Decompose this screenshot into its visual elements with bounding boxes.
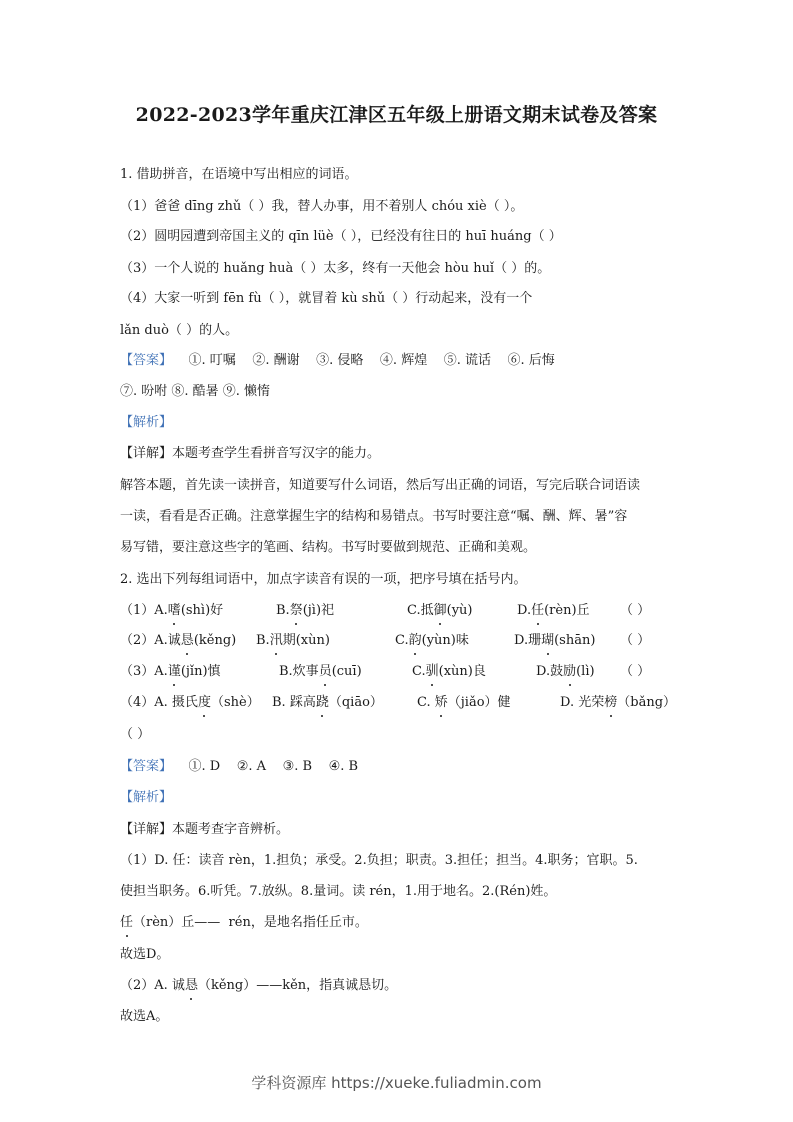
q2-r2-option-a: （2）A.诚恳(kěng)	[120, 633, 237, 648]
q2-r2-blank: （ ）	[620, 633, 651, 648]
q2-r4-option-b: B. 踩高跷（qiāo）	[272, 695, 383, 710]
q2-r2-option-d: D.珊瑚(shān)	[514, 633, 596, 648]
q2-explanation-1: （1）D. 任：读音 rèn，1.担负；承受。2.负担；职责。3.担任；担当。4.职务；官职。5.	[120, 853, 638, 868]
document-title: 2022-2023学年重庆江津区五年级上册语文期末试卷及答案	[135, 104, 658, 126]
q1-answer-line-1	[120, 352, 555, 370]
q1-detail: 【详解】本题考查学生看拼音写汉字的能力。	[120, 446, 381, 461]
q2-conclusion-1: 故选D。	[120, 947, 170, 962]
q1-explanation-1: 解答本题，首先读一读拼音，知道要写什么词语，然后写出正确的词语，写完后联合词语读	[120, 478, 641, 493]
q1-line-5: lǎn duò（ ）的人。	[120, 323, 239, 338]
q1-analysis-label: 【解析】	[120, 415, 173, 430]
q1-answer-values-1: ①. 叮嘱 ②. 酬谢 ③. 侵略 ④. 辉煌 ⑤. 谎话 ⑥. 后悔	[172, 353, 555, 368]
q2-r3-option-a: （3）A.谨(jǐn)慎	[120, 664, 221, 679]
q2-detail: 【详解】本题考查字音辨析。	[120, 822, 290, 837]
q2-explanation-4: （2）A. 诚恳（kěng）——kěn，指真诚恳切。	[120, 978, 398, 993]
q2-r1-option-a: （1）A.嗜(shì)好	[120, 603, 224, 618]
q2-r4-option-c: C. 矫（jiǎo）健	[417, 695, 511, 710]
q1-line-2: （2）圆明园遭到帝国主义的 qīn lüè（ ），已经没有往日的 huī huáng（ ）	[120, 229, 562, 244]
q1-explanation-2: 一读，看看是否正确。注意掌握生字的结构和易错点。书写时要注意“嘱、酬、辉、暑”容	[120, 509, 628, 524]
q2-explanation-3: 任（rèn）丘—— rén，是地名指任丘市。	[120, 915, 368, 930]
q2-r3-blank: （ ）	[620, 664, 651, 679]
q2-stem: 2. 选出下列每组词语中，加点字读音有误的一项，把序号填在括号内。	[120, 572, 527, 587]
q1-line-4: （4）大家一听到 fēn fù（ ），就冒着 kù shǔ（ ）行动起来，没有一个	[120, 291, 533, 306]
q2-analysis-label: 【解析】	[120, 790, 173, 805]
q2-r3-option-b: B.炊事员(cuī)	[279, 664, 362, 679]
q2-r1-option-d: D.任(rèn)丘	[517, 603, 590, 618]
q2-r2-option-c: C.韵(yùn)味	[395, 633, 469, 648]
q1-line-1: （1）爸爸 dīng zhǔ（ ）我，替人办事，用不着别人 chóu xiè（ ）。	[120, 199, 524, 214]
q2-r4-option-d: D. 光荣榜（bǎng）	[560, 695, 677, 710]
q2-r3-option-d: D.鼓励(lì)	[536, 664, 595, 679]
q2-conclusion-2: 故选A。	[120, 1009, 169, 1024]
q2-answer-label: 【答案】	[120, 759, 173, 774]
q2-r4-blank: （ ）	[120, 727, 151, 742]
q1-stem: 1. 借助拼音，在语境中写出相应的词语。	[120, 167, 358, 182]
q2-r1-blank: （ ）	[620, 603, 651, 618]
q2-r2-option-b: B.汛期(xùn)	[256, 633, 330, 648]
q2-answer-line	[120, 758, 358, 776]
q1-answer-line-2: ⑦. 吩咐 ⑧. 酷暑 ⑨. 懒惰	[120, 384, 271, 399]
q1-explanation-3: 易写错，要注意这些字的笔画、结构。书写时要做到规范、正确和美观。	[120, 540, 537, 555]
q2-r3-option-c: C.驯(xùn)良	[412, 664, 486, 679]
footer-watermark: 学科资源库 https://xueke.fuliadmin.com	[251, 1074, 542, 1092]
q1-line-3: （3）一个人说的 huǎng huà（ ）太多，终有一天他会 hòu huǐ（ ）的。	[120, 261, 551, 276]
q2-r4-option-a: （4）A. 摄氏度（shè）	[120, 695, 260, 710]
q1-answer-label: 【答案】	[120, 353, 173, 368]
q2-explanation-2: 使担当职务。6.听凭。7.放纵。8.量词。读 rén，1.用于地名。2.(Rén)姓。	[120, 884, 557, 899]
q2-r1-option-b: B.祭(jì)祀	[276, 603, 335, 618]
q2-answer-values: ①. D ②. A ③. B ④. B	[172, 759, 359, 774]
q2-r1-option-c: C.抵御(yù)	[407, 603, 473, 618]
